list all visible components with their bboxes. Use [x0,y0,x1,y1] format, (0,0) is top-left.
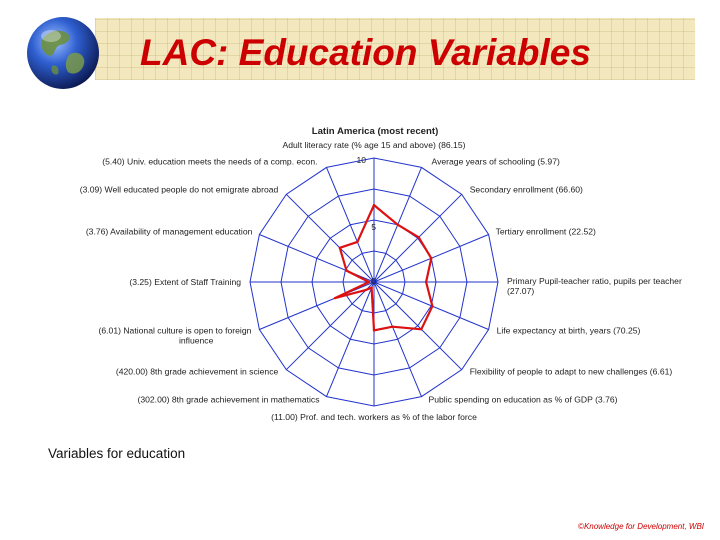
scale-label-5: 5 [371,222,376,232]
axis-label: Public spending on education as % of GDP (3.76) [428,394,618,405]
axis-label-line2: influence [178,335,214,346]
data-point [356,241,358,243]
axis-label: (3.09) Well educated people do not emigrate abroad [79,184,279,195]
axis-label: Secondary enrollment (66.60) [469,184,583,195]
variables-label: Variables for education [48,446,186,461]
chart-title: Latin America (most recent) [311,126,439,137]
data-point [365,289,367,291]
data-point [339,247,341,249]
axis-label: (3.25) Extent of Staff Training [129,277,241,287]
axis-spoke [374,282,462,370]
axis-label: (11.00) Prof. and tech. workers as % of the labor force [271,412,477,422]
axis-label-line2: (27.07) [507,286,535,296]
data-point [334,297,336,299]
data-point [373,329,375,331]
data-point [345,269,347,271]
axis-label: (6.01) National culture is open to foreign [98,325,252,336]
axis-labels [80,140,682,422]
axis-label: (420.00) 8th grade achievement in science [115,366,279,377]
scale-label-10: 10 [356,155,366,165]
axis-label: Average years of schooling (5.97) [431,156,560,167]
data-point [368,281,370,283]
axis-label: Life expectancy at birth, years (70.25) [496,325,641,336]
data-point [430,257,432,259]
data-point [373,204,375,206]
scale-label-0: 0 [371,276,376,286]
axis-spoke [286,282,374,370]
data-point [425,281,427,283]
data-point [397,224,399,226]
axis-label: Flexibility of people to adapt to new challenges (6.61) [469,366,673,377]
credit-text: ©Knowledge for Development, WBI [578,522,704,531]
data-point [418,236,420,238]
axis-label: Adult literacy rate (% age 15 and above) (86.15) [282,140,466,150]
data-point [420,328,422,330]
axis-label: (5.40) Univ. education meets the needs of a comp. econ. [102,156,318,167]
axis-label: Tertiary enrollment (22.52) [495,226,596,237]
axis-label: (3.76) Availability of management education [85,226,253,237]
data-point [431,305,433,307]
axis-spoke [374,194,462,282]
axis-spoke [286,194,374,282]
data-point [391,326,393,328]
axis-label: (302.00) 8th grade achievement in mathematics [137,394,320,405]
data-point [370,287,372,289]
axis-label: Primary Pupil-teacher ratio, pupils per teacher [507,276,682,286]
page-title: LAC: Education Variables [140,32,591,73]
